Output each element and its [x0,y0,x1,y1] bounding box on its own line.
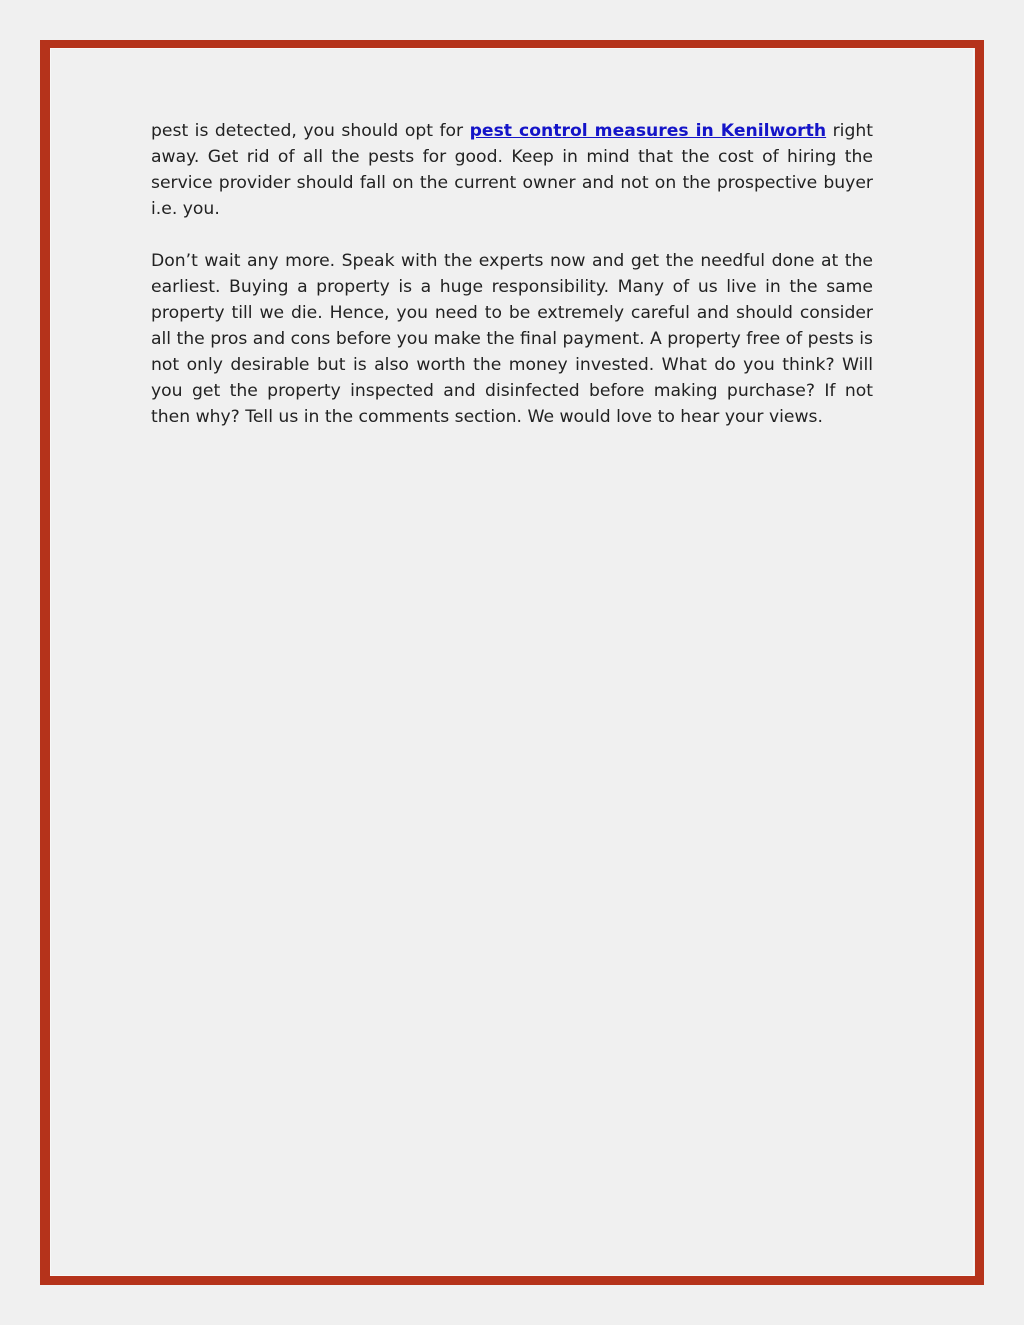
paragraph-1 [151,118,873,222]
paragraph-2: Don’t wait any more. Speak with the experts now and get the needful done at the earliest. Buying a property is a huge responsibility. Many of us live in the same property till we die. Hence, you need to be extremely careful and should consider all the pros and cons before you make the final payment. A property free of pests is not only desirable but is also worth the money invested. What do you think? Will you get the property inspected and disinfected before making purchase? If not then why? Tell us in the comments section. We would love to hear your views. [151,251,873,427]
paragraph-1-text-end: right away. Get rid of all the pests for good. Keep in mind that the cost of hiring the service provider should fall on the current owner and not on the prospective buyer i.e. you. [151,121,873,219]
document-body [151,118,873,456]
pest-control-link[interactable]: pest control measures in Kenilworth [469,121,827,141]
paragraph-1-text-start: pest is detected, you should opt for [151,121,470,141]
